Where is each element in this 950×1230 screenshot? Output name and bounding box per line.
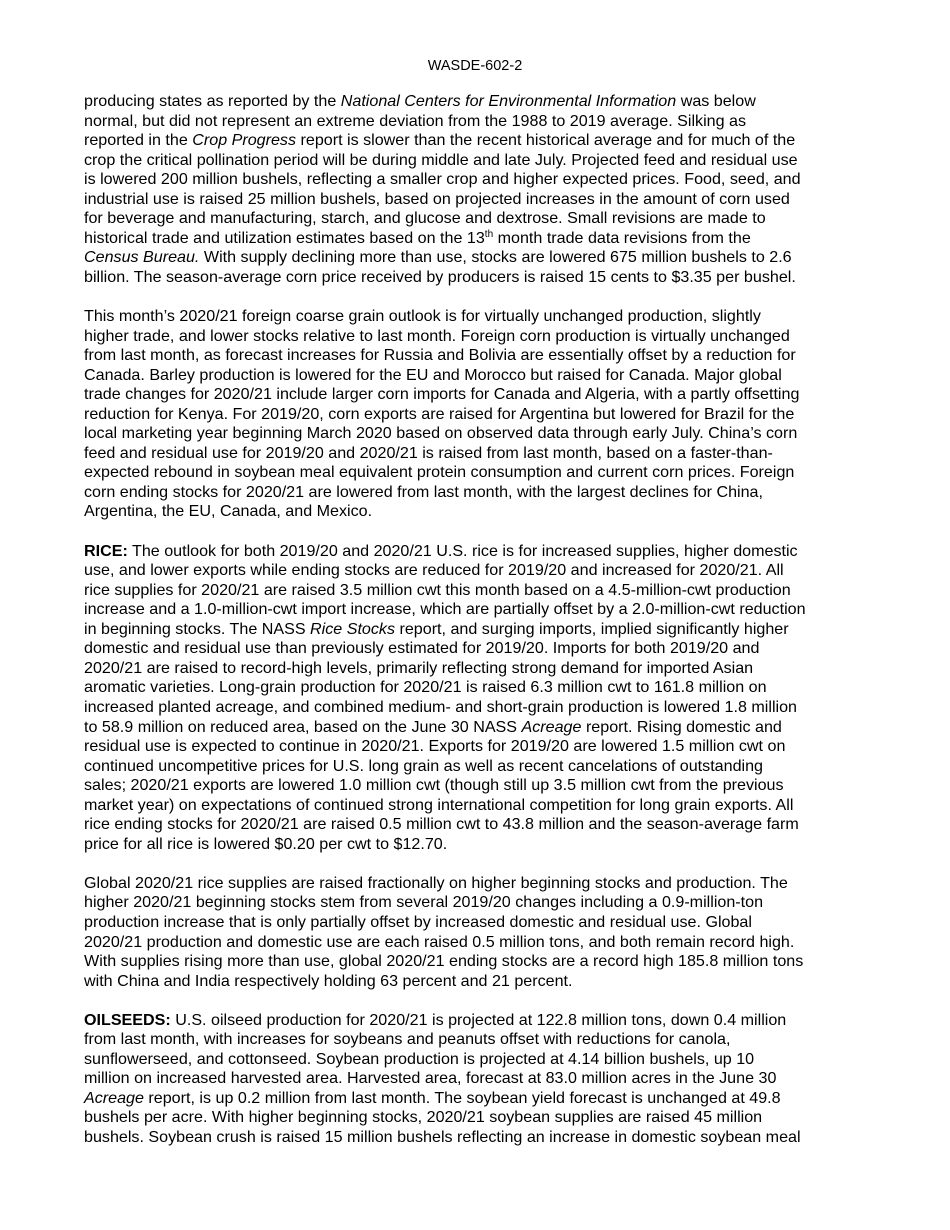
text-line: rice ending stocks for 2020/21 are raised 0.5 million cwt to 43.8 million and the season-average farm <box>84 815 799 834</box>
text-line: expected rebound in soybean meal equivalent protein consumption and current corn prices. Foreign <box>84 463 795 482</box>
text-line: Canada. Barley production is lowered for the EU and Morocco but raised for Canada. Major global <box>84 365 782 384</box>
text-line: sunflowerseed, and cottonseed. Soybean production is projected at 4.14 billion bushels, up 10 <box>84 1049 755 1068</box>
text-line: with China and India respectively holding 63 percent and 21 percent. <box>84 971 573 990</box>
text-line: 2020/21 production and domestic use are each raised 0.5 million tons, and both remain record high. <box>84 932 795 951</box>
text-line: price for all rice is lowered $0.20 per cwt to $12.70. <box>84 834 448 853</box>
text-line: from last month, with increases for soybeans and peanuts offset with reductions for canola, <box>84 1030 731 1049</box>
text-line: local marketing year beginning March 2020 based on observed data through early July. China’s corn <box>84 424 798 443</box>
text-line: normal, but did not represent an extreme deviation from the 1988 to 2019 average. Silking as <box>84 111 747 130</box>
text-line: from last month, as forecast increases for Russia and Bolivia are essentially offset by a reduction for <box>84 346 796 365</box>
text-line: producing states as reported by the National Centers for Environmental Information was below <box>84 92 756 110</box>
text-line: use, and lower exports while ending stocks are reduced for 2019/20 and increased for 2020/21. All <box>84 561 784 580</box>
text-line: continued uncompetitive prices for U.S. long grain as well as recent cancelations of outstanding <box>84 756 764 775</box>
text-line: historical trade and utilization estimates based on the 13th month trade data revisions from the <box>84 228 751 247</box>
paragraph-oilseeds <box>84 1011 870 1148</box>
text-line: Global 2020/21 rice supplies are raised fractionally on higher beginning stocks and production. The <box>84 873 788 892</box>
text-line: billion. The season-average corn price received by producers is raised 15 cents to $3.35 per bushel. <box>84 267 796 286</box>
text-line: residual use is expected to continue in 2020/21. Exports for 2019/20 are lowered 1.5 million cwt on <box>84 737 786 756</box>
text-line: reported in the Crop Progress report is slower than the recent historical average and for much of the <box>84 131 796 150</box>
text-line: in beginning stocks. The NASS Rice Stocks report, and surging imports, implied significantly higher <box>84 619 789 638</box>
text-line: This month’s 2020/21 foreign coarse grain outlook is for virtually unchanged production, slightly <box>84 307 761 326</box>
text-line: trade changes for 2020/21 include larger corn imports for Canada and Algeria, with a partly offsetting <box>84 385 800 404</box>
text-line: for beverage and manufacturing, starch, and glucose and dextrose. Small revisions are made to <box>84 209 766 228</box>
paragraph-foreign-coarse-grain <box>84 307 870 522</box>
text-line: is lowered 200 million bushels, reflecting a smaller crop and higher expected prices. Food, seed, and <box>84 170 801 189</box>
paragraph-rice <box>84 542 870 855</box>
text-line: million on increased harvested area. Harvested area, forecast at 83.0 million acres in the June 30 <box>84 1069 777 1088</box>
text-line: to 58.9 million on reduced area, based on the June 30 NASS Acreage report. Rising domestic and <box>84 717 782 736</box>
section-heading-oilseeds: OILSEEDS: <box>84 1010 171 1029</box>
text-line: 2020/21 are raised to record-high levels, primarily reflecting strong demand for imported Asian <box>84 658 754 677</box>
text-line: reduction for Kenya. For 2019/20, corn exports are raised for Argentina but lowered for Brazil for the <box>84 404 795 423</box>
section-heading-rice: RICE: <box>84 541 128 560</box>
text-line: With supplies rising more than use, global 2020/21 ending stocks are a record high 185.8 million tons <box>84 952 804 971</box>
document-body <box>84 92 870 1148</box>
text-line: Acreage report, is up 0.2 million from last month. The soybean yield forecast is unchanged at 49.8 <box>84 1088 781 1107</box>
text-line: higher trade, and lower stocks relative to last month. Foreign corn production is virtually unchanged <box>84 326 790 345</box>
text-line: increased planted acreage, and combined medium- and short-grain production is lowered 1.8 million <box>84 697 797 716</box>
paragraph-corn <box>84 92 870 287</box>
text-line: industrial use is raised 25 million bushels, based on projected increases in the amount of corn used <box>84 189 790 208</box>
text-line: Census Bureau. With supply declining more than use, stocks are lowered 675 million bushels to 2.6 <box>84 248 792 267</box>
text-line: rice supplies for 2020/21 are raised 3.5 million cwt this month based on a 4.5-million-cwt production <box>84 580 791 599</box>
text-line: RICE: The outlook for both 2019/20 and 2020/21 U.S. rice is for increased supplies, higher domestic <box>84 541 798 560</box>
text-line: aromatic varieties. Long-grain production for 2020/21 is raised 6.3 million cwt to 161.8 million on <box>84 678 767 697</box>
text-line: bushels per acre. With higher beginning stocks, 2020/21 soybean supplies are raised 45 million <box>84 1108 763 1127</box>
text-line: domestic and residual use than previously estimated for 2019/20. Imports for both 2019/20 and <box>84 639 760 658</box>
text-line: sales; 2020/21 exports are lowered 1.0 million cwt (though still up 3.5 million cwt from the previous <box>84 776 784 795</box>
text-line: crop the critical pollination period will be during middle and late July. Projected feed and residual use <box>84 150 798 169</box>
text-line: market year) on expectations of continued strong international competition for long grain exports. All <box>84 795 794 814</box>
text-line: increase and a 1.0-million-cwt import increase, which are partially offset by a 2.0-million-cwt reduction <box>84 600 806 619</box>
text-line: Argentina, the EU, Canada, and Mexico. <box>84 502 373 521</box>
paragraph-global-rice <box>84 874 870 991</box>
text-line: higher 2020/21 beginning stocks stem from several 2019/20 changes including a 0.9-million-ton <box>84 893 764 912</box>
text-line: corn ending stocks for 2020/21 are lowered from last month, with the largest declines for China, <box>84 482 763 501</box>
text-line: feed and residual use for 2019/20 and 2020/21 is raised from last month, based on a faster-than- <box>84 443 773 462</box>
text-line: production increase that is only partially offset by increased domestic and residual use. Global <box>84 912 752 931</box>
report-id-header: WASDE-602-2 <box>427 58 523 74</box>
text-line: OILSEEDS: U.S. oilseed production for 2020/21 is projected at 122.8 million tons, down 0.4 million <box>84 1010 787 1029</box>
text-line: bushels. Soybean crush is raised 15 million bushels reflecting an increase in domestic soybean meal <box>84 1127 801 1146</box>
